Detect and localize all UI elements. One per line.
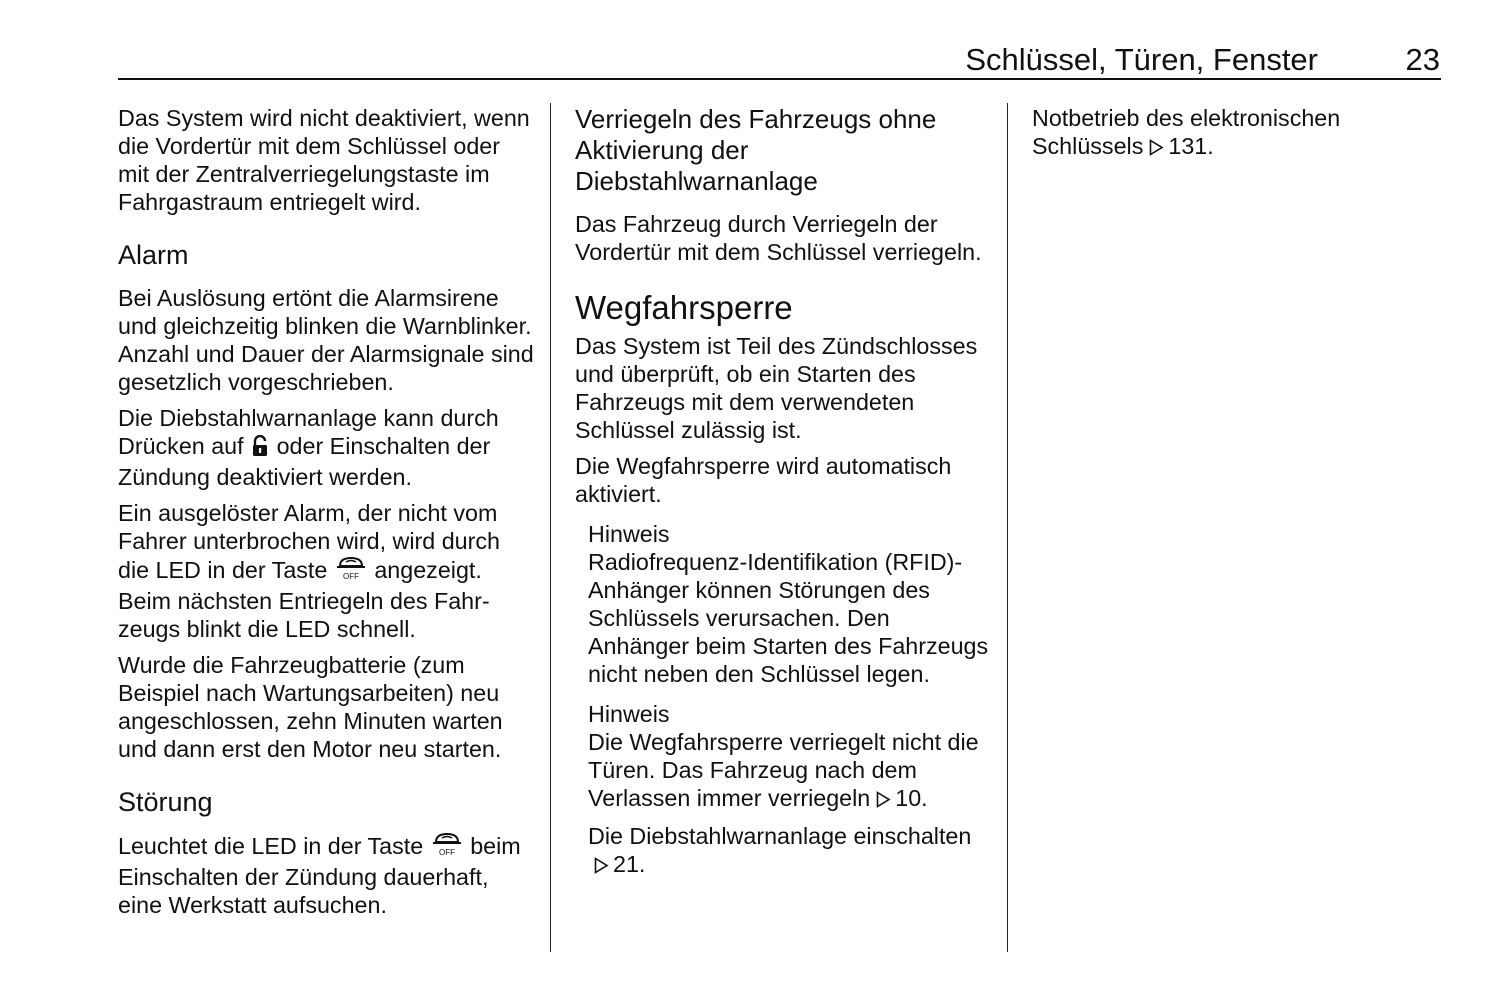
paragraph-text: Notbetrieb des elektronischen Schlüssels: [1032, 105, 1341, 159]
note-box: [588, 700, 990, 814]
paragraph-text: oder Einschalten der Zündung deaktiviert werden.: [118, 433, 491, 490]
alarm-off-icon: [432, 831, 462, 863]
running-header-title: Schlüssel, Türen, Fenster: [965, 42, 1318, 77]
column-divider-2: [1007, 103, 1008, 952]
page-reference-link[interactable]: 21.: [613, 851, 646, 877]
section-heading-verriegeln: Verriegeln des Fahrzeugs ohne Aktivierung der Diebstahlwarnanlage: [575, 104, 937, 196]
paragraph-text: Ein ausgelöster Alarm, der nicht vom Fahrer unterbrochen wird, wird durch die LED in der Taste: [118, 500, 500, 583]
svg-text:OFF: OFF: [342, 572, 359, 581]
column-2: [575, 104, 990, 888]
paragraph: [118, 404, 534, 491]
chapter-heading-wegfahrsperre: Wegfahrsperre: [575, 289, 793, 326]
alarm-off-icon: [336, 555, 366, 587]
section-heading-stoerung: Störung: [118, 787, 213, 817]
svg-text:OFF: OFF: [438, 848, 455, 857]
page-reference-arrow-icon: [876, 786, 891, 814]
column-divider-1: [550, 103, 551, 952]
page-reference-arrow-icon: [594, 852, 609, 880]
page-reference-arrow-icon: [1149, 134, 1164, 162]
paragraph-text: beim Einschalten der Zündung dauerhaft, eine Werkstatt aufsuchen.: [118, 833, 521, 918]
paragraph: [118, 831, 534, 919]
paragraph: Das Fahrzeug durch Verriegeln der Vordertür mit dem Schlüssel verriegeln.: [575, 211, 982, 265]
page-reference-link[interactable]: 131.: [1168, 133, 1214, 159]
header-divider: [118, 78, 1441, 80]
column-1: [118, 104, 534, 927]
page-number: 23: [1405, 42, 1440, 77]
unlock-icon: [252, 435, 268, 463]
note-title: Hinweis: [588, 701, 670, 727]
paragraph-text: angezeigt. Beim nächsten Entriegeln des Fahrzeugs blinkt die LED schnell.: [118, 557, 490, 642]
page-reference-link[interactable]: 10.: [895, 785, 928, 811]
note-text: [588, 728, 990, 814]
paragraph: [588, 822, 990, 880]
paragraph: Die Wegfahrsperre wird automatisch aktiviert.: [575, 453, 952, 507]
paragraph-text: Die Diebstahlwarnanlage kann durch Drücken auf: [118, 405, 499, 459]
note-text: Radiofrequenz-Identifikation (RFID)-Anhänger können Störungen des Schlüssels verursachen. Den Anhänger beim Starten des Fahrzeugs nicht neben den Schlüssel legen.: [588, 549, 989, 687]
section-heading-alarm: Alarm: [118, 240, 189, 270]
paragraph: Das System ist Teil des Zündschlosses und überprüft, ob ein Starten des Fahrzeugs mit dem verwendeten Schlüssel zulässig ist.: [575, 333, 978, 443]
column-3: [1032, 104, 1432, 170]
paragraph: [118, 499, 534, 643]
paragraph: Bei Auslösung ertönt die Alarmsirene und gleichzeitig blinken die Warnblinker. Anzahl und Dauer der Alarmsignale sind gesetzlich vorgeschrieben.: [118, 285, 534, 395]
note-box: [588, 520, 990, 688]
note-title: Hinweis: [588, 521, 670, 547]
paragraph-text: Die Diebstahlwarnanlage einschalten: [588, 823, 972, 849]
paragraph: Das System wird nicht deaktiviert, wenn die Vordertür mit dem Schlüssel oder mit der Zentralverriegelungstaste im Fahrgastraum entriegelt wird.: [118, 105, 530, 215]
paragraph: Wurde die Fahrzeugbatterie (zum Beispiel nach Wartungsarbeiten) neu angeschlossen, zehn Minuten warten und dann erst den Motor neu starten.: [118, 652, 503, 762]
note-text-body: Die Wegfahrsperre verriegelt nicht die Türen. Das Fahrzeug nach dem Verlassen immer verriegeln: [588, 729, 979, 811]
paragraph: [1032, 104, 1432, 162]
paragraph-text: Leuchtet die LED in der Taste: [118, 833, 424, 859]
